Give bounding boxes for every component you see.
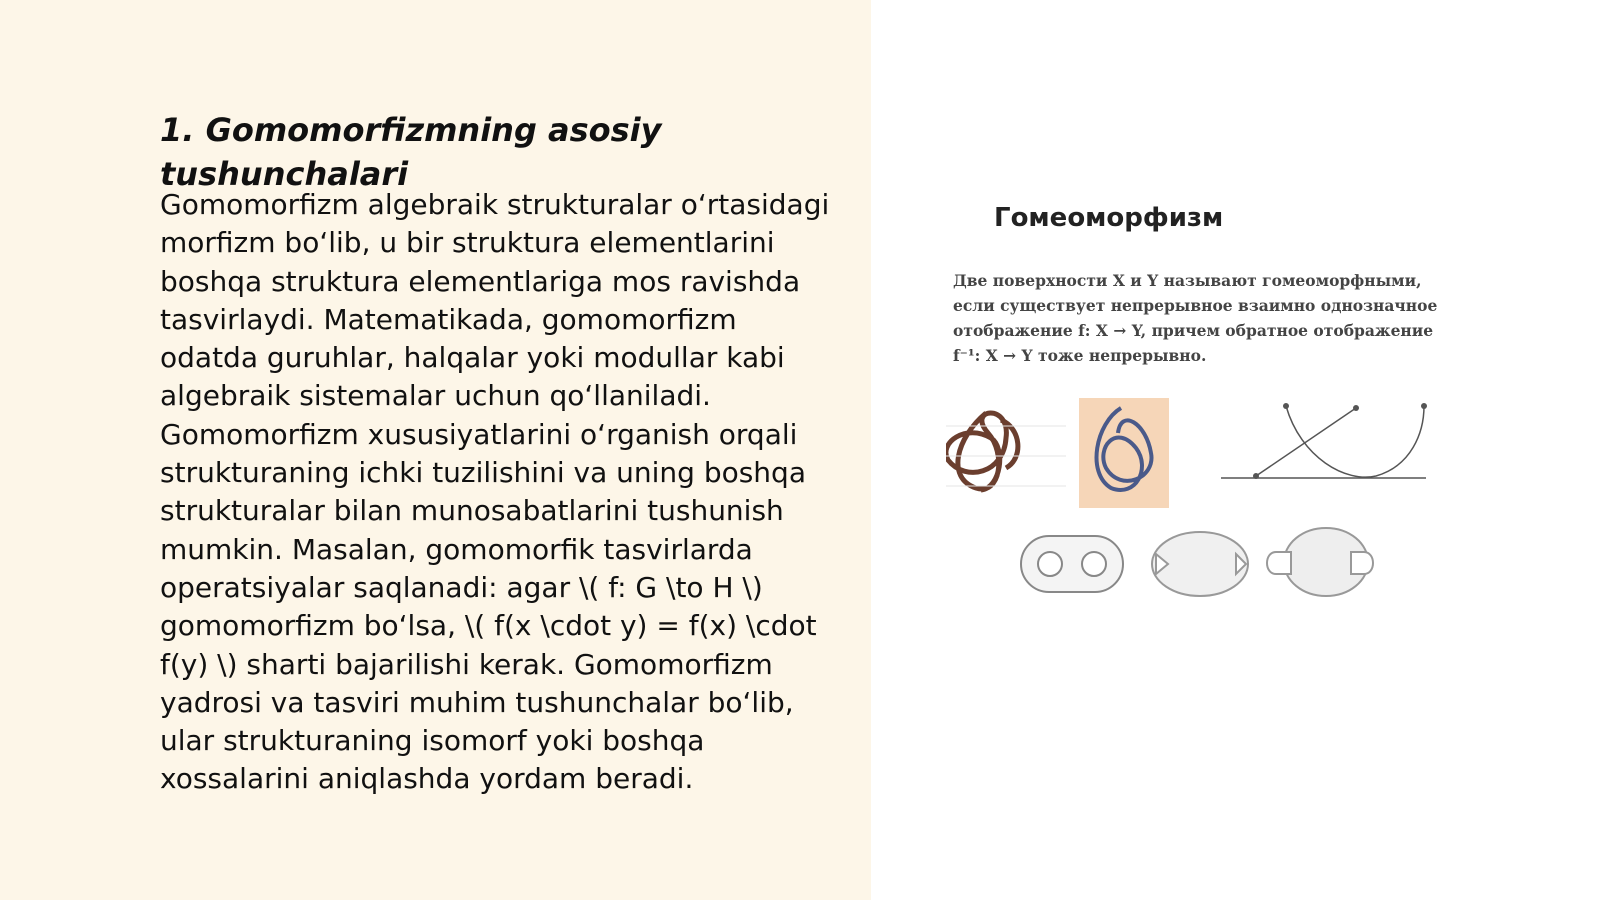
sphere-with-handles-shape bbox=[1267, 528, 1373, 596]
figure-title: Гомеоморфизм bbox=[994, 203, 1224, 233]
figure-illustrations bbox=[946, 198, 1456, 618]
double-torus-shape bbox=[1021, 536, 1123, 592]
trefoil-knot-brown bbox=[946, 413, 1018, 490]
curve-diagram bbox=[1221, 406, 1426, 478]
slide-body-text: Gomomorfizm algebraik strukturalar o‘rtasidagi morfizm bo‘lib, u bir struktura elementlarini boshqa struktura elementlariga mos ravishda tasvirlaydi. Matematikada, gomomorfizm odatda guruhlar, halqalar yoki modullar kabi algebraik sistemalar uchun qo‘llaniladi. Gomomorfizm xususiyatlarini o‘rganish orqali strukturaning ichki tuzilishini va uning boshqa strukturalar bilan munosabatlarini tushunish mumkin. Masalan, gomomorfik tasvirlarda operatsiyalar saqlanadi: agar \( f: G \to H \) gomomorfizm bo‘lsa, \( f(x \cdot y) = f(x) \cdot f(y) \) sharti bajarilishi kerak. Gomomorfizm yadrosi va tasviri muhim tushunchalar bo‘lib, ular strukturaning isomorf yoki boshqa xossalarini aniqlashda yordam beradi. bbox=[160, 188, 830, 796]
handle-sphere-shape bbox=[1152, 532, 1248, 596]
figure-definition-text: Две поверхности X и Y называют гомеоморфными, если существует непрерывное взаимно однозначное отображение f: X → Y, причем обратное отображение f⁻¹: X → Y тоже непрерывно. bbox=[953, 271, 1438, 365]
homeomorphism-figure bbox=[946, 198, 1456, 618]
slide-title: 1. Gomomorfizmning asosiy tushunchalari bbox=[160, 111, 662, 193]
